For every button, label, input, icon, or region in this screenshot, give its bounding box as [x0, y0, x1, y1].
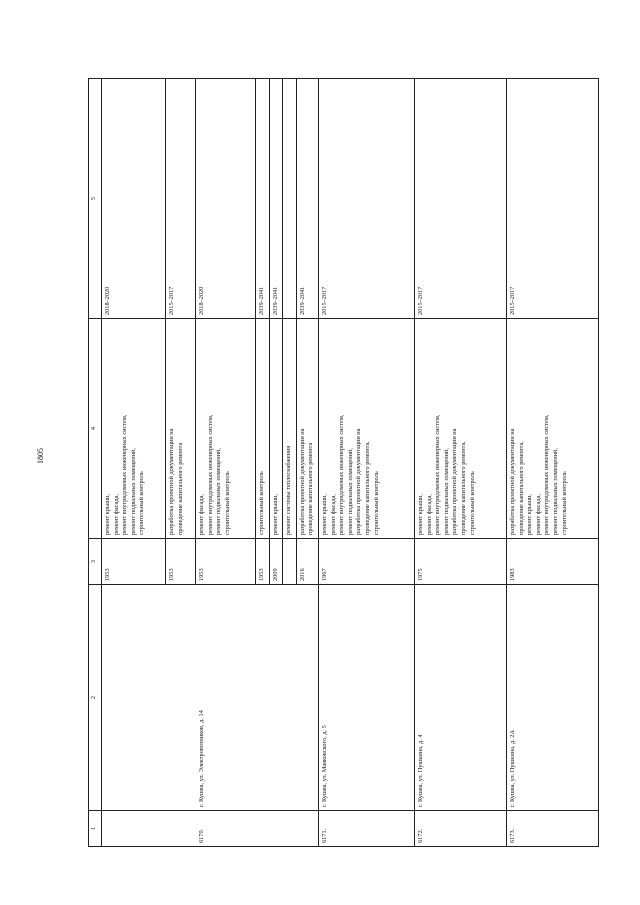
repair-schedule-table [88, 78, 599, 847]
repair-period: 2018–2020 [102, 79, 166, 319]
repair-period: 2039–2041 [269, 79, 283, 319]
row-number: 6171. [318, 811, 414, 847]
rotated-table-wrapper [88, 79, 578, 847]
works-list: разработка проектной документации на проведение капитального ремонта [166, 319, 196, 539]
works-list: строительный контроль [256, 319, 270, 539]
page-number: 1805 [36, 448, 45, 464]
table-row [506, 79, 598, 847]
works-list: ремонт крыши, [269, 319, 283, 539]
row-address: г. Кушва, ул. Электровозников, д. 14 [102, 585, 319, 811]
row-number: 6173. [506, 811, 598, 847]
works-list: разработка проектной документации на проведение капитального ремонта, ремонт крыши, ремонт фасада, ремонт внутридомовых инженерных систем, ремонт подвальных помещений, строительный контроль [506, 319, 598, 539]
row-number: 6172. [414, 811, 506, 847]
works-list: ремонт фасада, ремонт внутридомовых инженерных систем, ремонт подвальных помещений, строительный контроль [196, 319, 256, 539]
build-year: 1967 [318, 539, 414, 585]
column-header: 5 [89, 79, 102, 319]
repair-period: 2039–2041 [296, 79, 318, 319]
column-header: 3 [89, 539, 102, 585]
works-list: ремонт крыши, ремонт фасада, ремонт внутридомовых инженерных систем, ремонт подвальных помещений, разработка проектной документации на проведение капитального ремонта, строительный контроль [414, 319, 506, 539]
column-header: 4 [89, 319, 102, 539]
row-number: 6170. [102, 811, 319, 847]
repair-period: 2039–2041 [256, 79, 270, 319]
column-header: 2 [89, 585, 102, 811]
repair-period: 2015–2017 [166, 79, 196, 319]
column-number-row [89, 79, 102, 847]
table-row [414, 79, 506, 847]
repair-period: 2018–2020 [196, 79, 256, 319]
repair-period [283, 79, 297, 319]
build-year: 1953 [102, 539, 166, 585]
row-address: г. Кушва, ул. Пушкина, д. 4 [414, 585, 506, 811]
build-year: 1953 [166, 539, 196, 585]
table-row [318, 79, 414, 847]
works-list: ремонт системы теплоснабжения [283, 319, 297, 539]
works-list: разработка проектной документации на проведение капитального ремонта [296, 319, 318, 539]
repair-period: 2015–2017 [318, 79, 414, 319]
column-header: 1 [89, 811, 102, 847]
table-row [102, 79, 166, 847]
build-year [283, 539, 297, 585]
row-address: г. Кушва, ул. Маяковского, д. 5 [318, 585, 414, 811]
build-year: 1983 [506, 539, 598, 585]
repair-period: 2015–2017 [414, 79, 506, 319]
works-list: ремонт крыши, ремонт фасада, ремонт внутридомовых инженерных систем, ремонт подвальных помещений, строительный контроль [102, 319, 166, 539]
row-address: г. Кушва, ул. Пушкина, д. 2А [506, 585, 598, 811]
build-year: 2009 [269, 539, 283, 585]
build-year: 1975 [414, 539, 506, 585]
build-year: 2016 [296, 539, 318, 585]
repair-period: 2015–2017 [506, 79, 598, 319]
works-list: ремонт крыши, ремонт фасада, ремонт внутридомовых инженерных систем, ремонт подвальных помещений, разработка проектной документации на проведение капитального ремонта, строительный контроль [318, 319, 414, 539]
build-year: 1953 [196, 539, 256, 585]
build-year: 1953 [256, 539, 270, 585]
